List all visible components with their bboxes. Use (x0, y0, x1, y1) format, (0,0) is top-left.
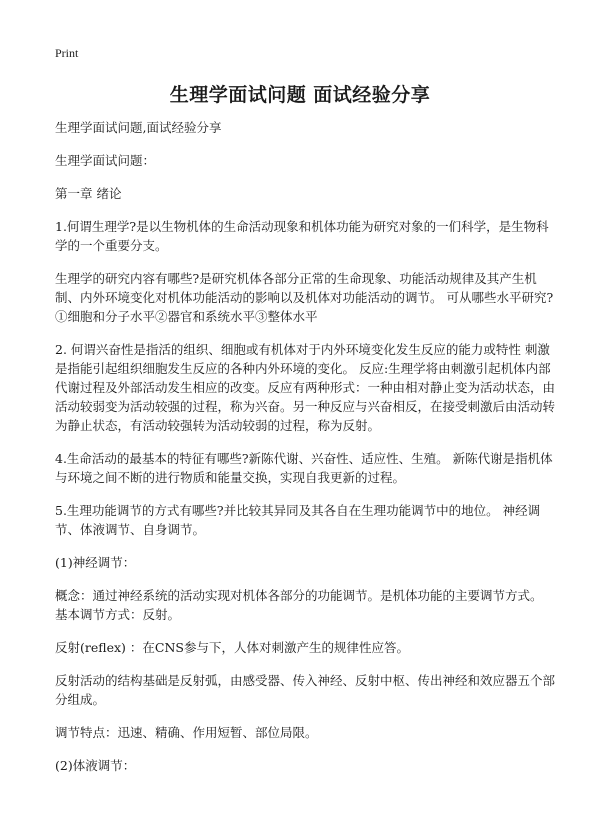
paragraph-q1: 1.何谓生理学?是以生物机体的生命活动现象和机体功能为研究对象的一们科学，是生物科学的一个重要分支。 (55, 219, 549, 253)
document-body (55, 118, 555, 789)
paragraph-reflex: 反射(reflex) ：在CNS参与下，人体对刺激产生的规律性应答。 (55, 640, 409, 655)
section-humoral-regulation: (2)体液调节： (55, 758, 136, 773)
paragraph-features: 调节特点：迅速、精确、作用短暂、部位局限。 (55, 725, 318, 740)
paragraph-subtitle: 生理学面试问题,面试经验分享 (55, 120, 222, 135)
paragraph-research: 生理学的研究内容有哪些?是研究机体各部分正常的生命现象、功能活动规律及其产生机制、内外环境变化对机体功能活动的影响以及机体对功能活动的调节。 可从哪些水平研究?①细胞和分子水平②器官和系统水平③整体水平 (55, 271, 554, 324)
paragraph-heading: 生理学面试问题： (55, 153, 156, 168)
paragraph-reflex-arc: 反射活动的结构基础是反射弧，由感受器、传入神经、反射中枢、传出神经和效应器五个部分组成。 (55, 673, 556, 707)
print-link[interactable]: Print (55, 46, 79, 60)
paragraph-concept: 概念：通过神经系统的活动实现对机体各部分的功能调节。是机体功能的主要调节方式。 基本调节方式：反射。 (55, 588, 543, 622)
paragraph-q5: 5.生理功能调节的方式有哪些?并比较其异同及其各自在生理功能调节中的地位。 神经调节、体液调节、自身调节。 (55, 503, 541, 537)
document-title: 生理学面试问题 面试经验分享 (169, 84, 431, 106)
chapter-heading: 第一章 绪论 (55, 186, 122, 201)
paragraph-q4: 4.生命活动的最基本的特征有哪些?新陈代谢、兴奋性、适应性、生殖。 新陈代谢是指机体与环境之间不断的进行物质和能量交换，实现自我更新的过程。 (55, 451, 553, 485)
paragraph-q2: 2. 何谓兴奋性是指活的组织、细胞或有机体对于内外环境变化发生反应的能力或特性 刺激是指能引起组织细胞发生反应的各种内外环境的变化。 反应:生理学将由刺激引起机体内部代谢过程及外部活动发生相应的改变。反应有两种形式：一种由相对静止变为活动状态，由活动较弱变为活动较强的过程，称为兴奋。另一种反应与兴奋相反，在接受刺激后由活动转为静止状态，有活动较强转为活动较弱的过程，称为反射。 (55, 342, 556, 433)
section-neural-regulation: (1)神经调节： (55, 555, 136, 570)
